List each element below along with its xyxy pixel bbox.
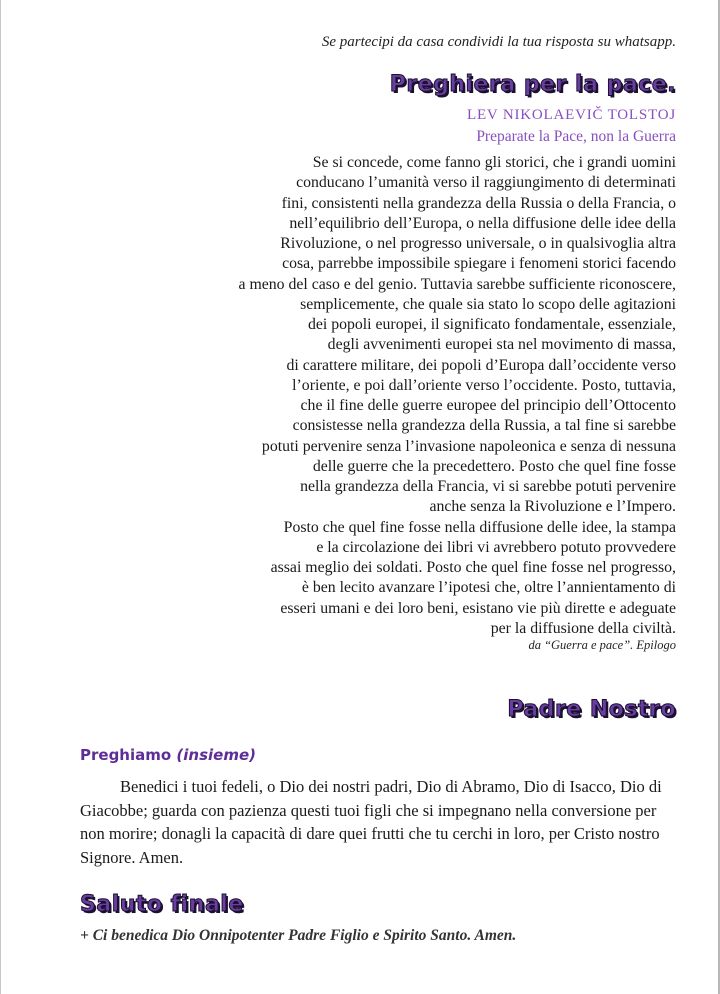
insieme-label: (insieme): [176, 746, 256, 764]
reading-author: LEV NIKOLAEVIČ TOLSTOJ: [467, 107, 676, 123]
reading-line: conducano l’umanità verso il raggiungimento di determinati: [296, 174, 676, 192]
reading-line: l’oriente, e poi dall’oriente verso l’occidente. Posto, tuttavia,: [292, 376, 676, 394]
reading-line: Rivoluzione, o nel progresso universale, o in qualsivoglia altra: [280, 235, 676, 252]
reading-line: nell’equilibrio dell’Europa, o nella diffusione delle idee della: [289, 214, 676, 232]
reading-line: che il fine delle guerre europee del principio dell’Ottocento: [300, 397, 676, 414]
reading-line: delle guerre che la precedettero. Posto che quel fine fosse: [312, 457, 676, 475]
reading-line: e la circolazione dei libri vi avrebbero potuto provvedere: [316, 538, 676, 556]
reading-line: potuti pervenire senza l’invasione napoleonica e senza di nessuna: [261, 437, 676, 455]
reading-line: assai meglio dei soldati. Posto che quel fine fosse nel progresso,: [270, 559, 676, 576]
preghiamo-heading: [80, 746, 256, 764]
reading-line: fini, consistenti nella grandezza della Russia o della Francia, o: [281, 194, 676, 212]
blessing-text: + Ci benedica Dio Onnipotenter Padre Figlio e Spirito Santo. Amen.: [80, 927, 517, 944]
preghiamo-label: Preghiamo: [80, 746, 172, 764]
reading-line: dei popoli europei, il significato fondamentale, essenziale,: [307, 316, 676, 333]
reading-line: a meno del caso e del genio. Tuttavia sarebbe sufficiente riconoscere,: [238, 275, 676, 293]
saluto-title: Saluto finale: [80, 892, 244, 917]
reading-line: di carattere militare, dei popoli d’Europa dall’occidente verso: [286, 356, 676, 374]
reading-line: degli avvenimenti europei sta nel movimento di massa,: [327, 336, 676, 354]
left-page-edge: [0, 0, 1, 994]
reading-source: da “Guerra e pace”. Epilogo: [528, 638, 676, 652]
reading-body: [116, 153, 676, 639]
reading-line: per la diffusione della civiltà.: [490, 619, 676, 637]
padre-nostro-title: Padre Nostro: [507, 697, 676, 722]
whatsapp-note: Se partecipi da casa condividi la tua risposta su whatsapp.: [321, 34, 676, 50]
reading-line: nella grandezza della Francia, vi si sarebbe potuti pervenire: [300, 478, 676, 495]
prayer-text: Benedici i tuoi fedeli, o Dio dei nostri padri, Dio di Abramo, Dio di Isacco, Dio di Giacobbe; guarda con pazienza questi tuoi figli che si impegnano nella conversione per non morire; donagli la capacità di dare quei frutti che tu cerchi in loro, per Cristo nostro Signore. Amen.: [80, 777, 662, 867]
reading-line: Posto che quel fine fosse nella diffusione delle idee, la stampa: [283, 518, 676, 536]
reading-line: anche senza la Rivoluzione e l’Impero.: [429, 498, 676, 516]
reading-line: esseri umani e dei loro beni, esistano vie più dirette e adeguate: [280, 599, 676, 617]
reading-line: è ben lecito avanzare l’ipotesi che, oltre l’annientamento di: [301, 579, 676, 597]
reading-line: semplicemente, che quale sia stato lo scopo delle agitazioni: [300, 295, 676, 313]
reading-line: Se si concede, come fanno gli storici, che i grandi uomini: [312, 154, 676, 171]
reading-line: cosa, parrebbe impossibile spiegare i fenomeni storici facendo: [282, 255, 676, 273]
reading-book-title: Preparate la Pace, non la Guerra: [476, 128, 676, 145]
reading-line: consistesse nella grandezza della Russia, a tal fine si sarebbe: [292, 417, 676, 435]
reading-title: Preghiera per la pace.: [389, 72, 676, 97]
